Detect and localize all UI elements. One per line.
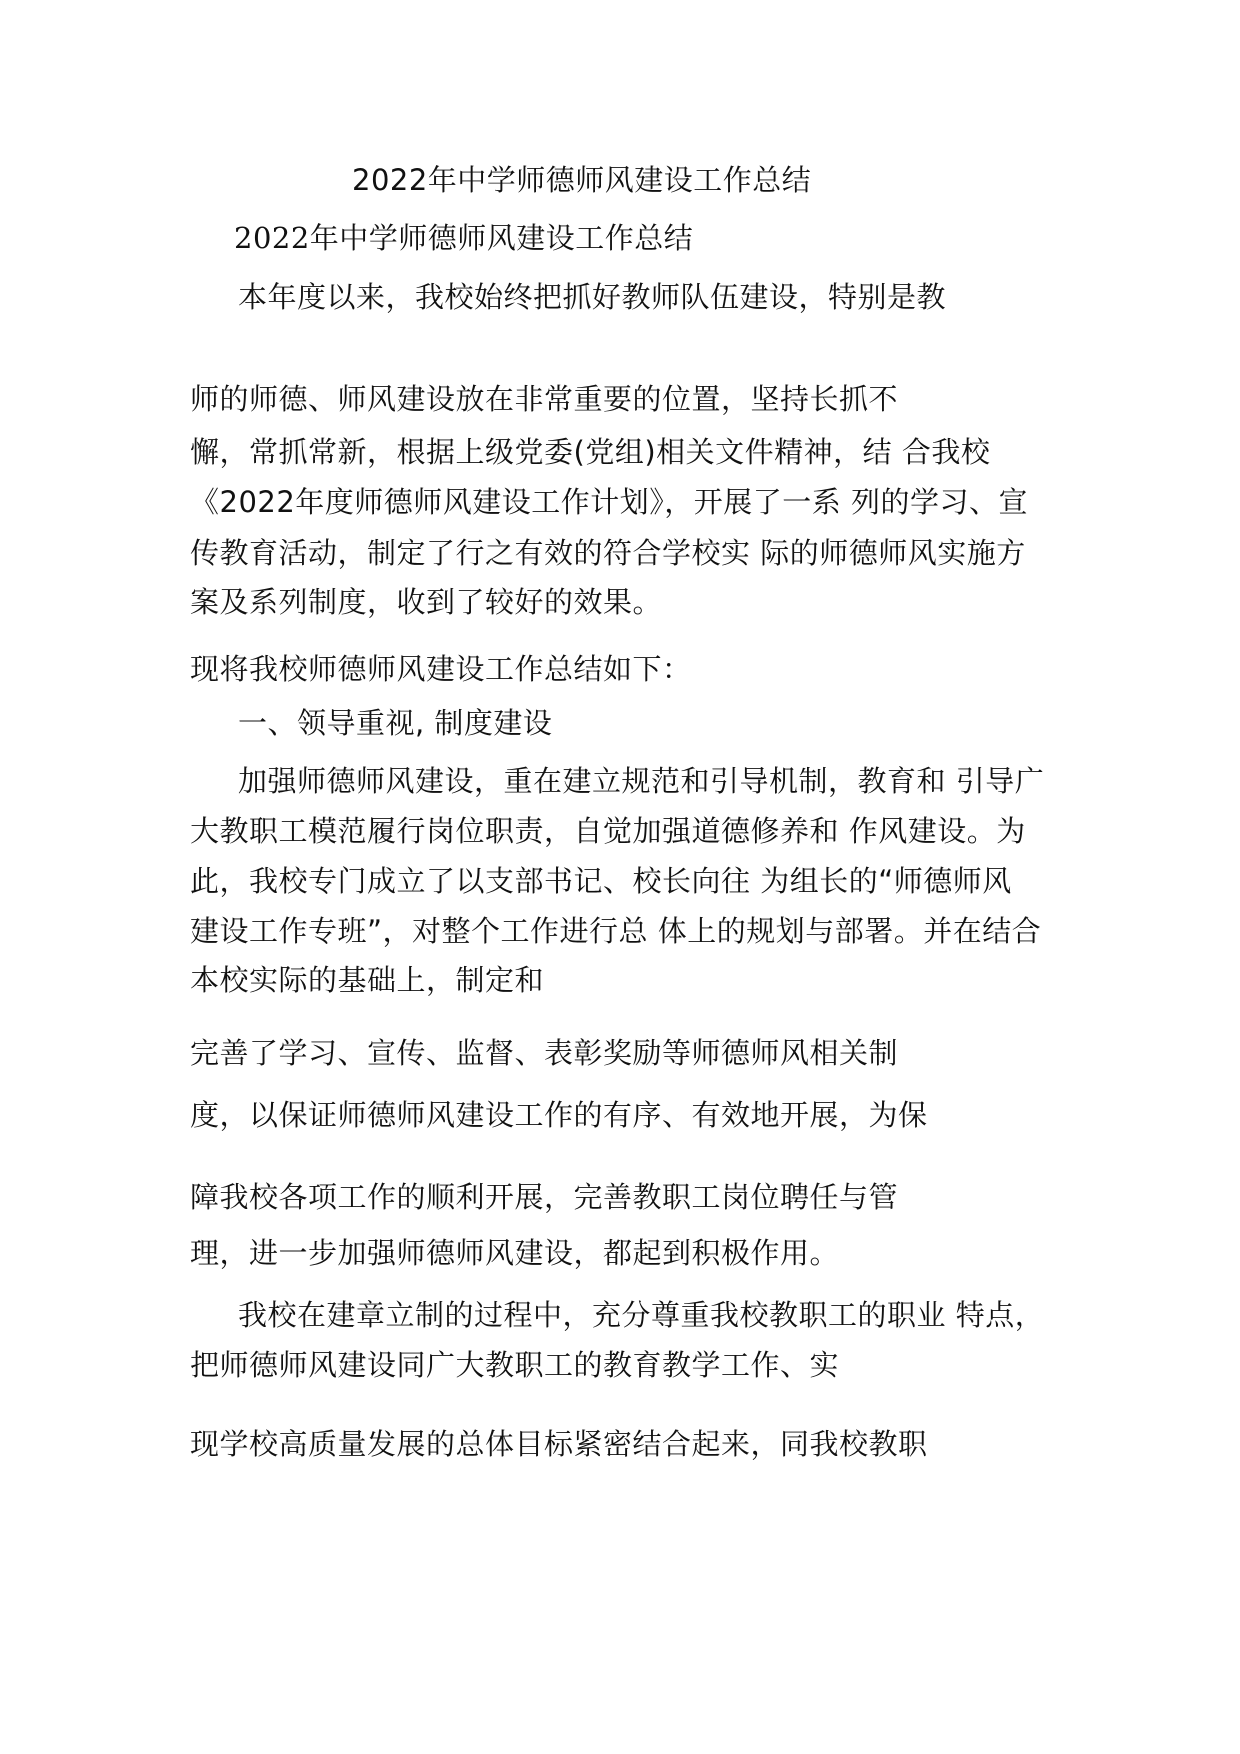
paragraph-line: 现将我校师德师风建设工作总结如下： [190, 652, 692, 686]
paragraph-line: 障我校各项工作的顺利开展，完善教职工岗位聘任与管 [190, 1180, 899, 1214]
paragraph-line: 加强师德师风建设，重在建立规范和引导机制，教育和 引导广 [238, 764, 1045, 798]
paragraph-line: 理，进一步加强师德师风建设，都起到积极作用。 [190, 1236, 840, 1270]
paragraph-line: 完善了学习、宣传、监督、表彰奖励等师德师风相关制 [190, 1036, 899, 1070]
paragraph-line: 懈，常抓常新，根据上级党委(党组)相关文件精神，结 合我校 [190, 435, 991, 469]
paragraph-line: 度，以保证师德师风建设工作的有序、有效地开展，为保 [190, 1098, 928, 1132]
paragraph-line: 现学校高质量发展的总体目标紧密结合起来，同我校教职 [190, 1427, 928, 1461]
paragraph-line: 师的师德、师风建设放在非常重要的位置，坚持长抓不 [190, 382, 899, 416]
paragraph-line: 此，我校专门成立了以支部书记、校长向往 为组长的“师德师风 [190, 864, 1012, 898]
paragraph-line: 我校在建章立制的过程中，充分尊重我校教职工的职业 特点， [238, 1298, 1045, 1332]
paragraph-line: 本校实际的基础上，制定和 [190, 963, 545, 997]
section-heading: 一、领导重视, 制度建设 [238, 706, 553, 740]
paragraph-line: 大教职工模范履行岗位职责，自觉加强道德修养和 作风建设。为 [190, 814, 1026, 848]
paragraph-line: 把师德师风建设同广大教职工的教育教学工作、实 [190, 1348, 840, 1382]
paragraph-line: 案及系列制度，收到了较好的效果。 [190, 585, 663, 619]
document-subtitle: 2022年中学师德师风建设工作总结 [234, 221, 694, 255]
paragraph-line: 建设工作专班”，对整个工作进行总 体上的规划与部署。并在结合 [190, 914, 1042, 948]
paragraph-line: 传教育活动，制定了行之有效的符合学校实 际的师德师风实施方 [190, 536, 1026, 570]
document-title: 2022年中学师德师风建设工作总结 [352, 163, 812, 197]
paragraph-line: 《2022年度师德师风建设工作计划》，开展了一系 列的学习、宣 [190, 485, 1029, 519]
paragraph-line: 本年度以来，我校始终把抓好教师队伍建设，特别是教 [238, 280, 947, 314]
